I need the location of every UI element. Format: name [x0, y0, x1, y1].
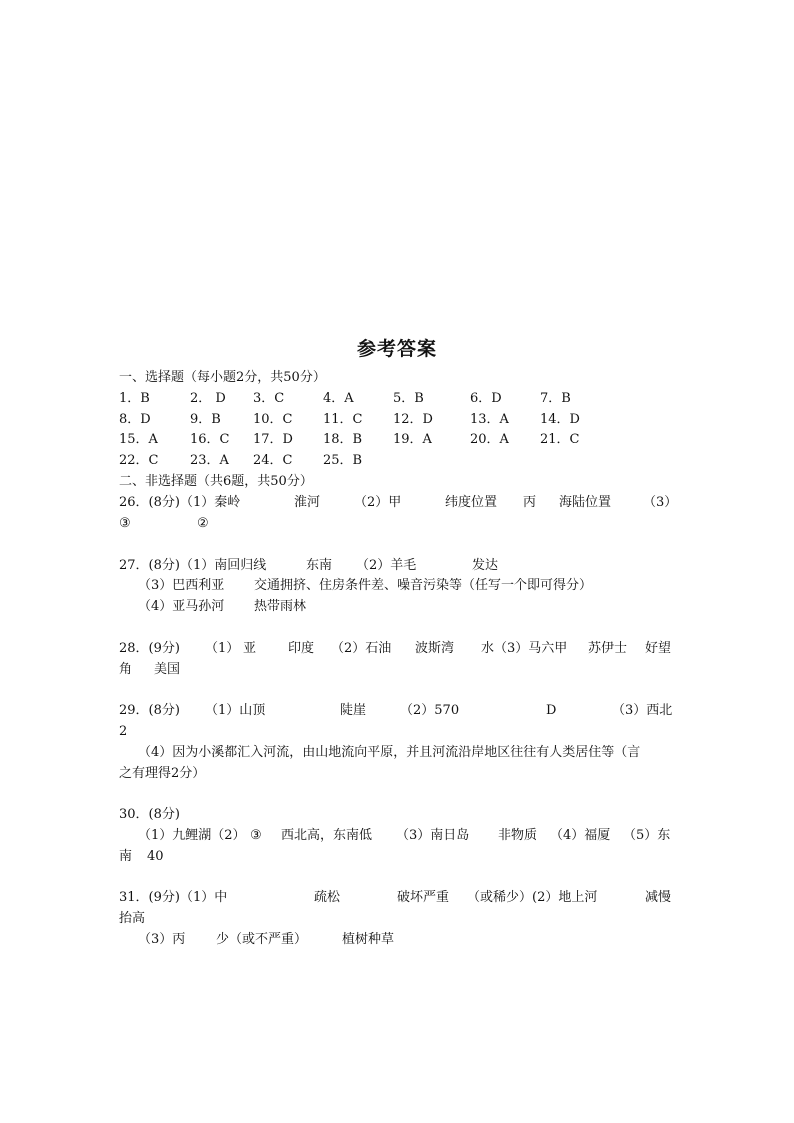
q29-head: 29．(8分): [119, 703, 180, 718]
q29-line-3: （4）因为小溪都汇入河流，由山地流向平原，并且河流沿岸地区往往有人类居住等（言: [138, 745, 641, 760]
q30-answer: （1）九鲤湖（2）: [138, 828, 246, 843]
mc-answer: 10．C: [253, 412, 293, 427]
q27-answer: 东南: [306, 558, 333, 573]
page-title: 参考答案: [356, 338, 437, 360]
q27-answer: 发达: [472, 558, 499, 573]
q31-line-2: 抬高: [119, 911, 146, 926]
q26-answer: ③: [119, 516, 131, 531]
mc-answer: 14．D: [540, 412, 580, 427]
q28-answer: （2）石油: [331, 641, 392, 656]
mc-answer: 24．C: [253, 453, 293, 468]
q26-answer: 海陆位置: [559, 495, 612, 510]
q30-answer: （3）南日岛: [396, 828, 470, 843]
q28-answer: （1）: [205, 641, 240, 656]
q26-answer: 丙: [523, 495, 537, 510]
q31-answer: 少（或不严重）: [216, 932, 308, 947]
q29-answer: （2）570: [400, 703, 460, 718]
section-heading-open-questions: 二、非选择题（共6题，共50分）: [119, 474, 313, 489]
mc-answer: 4．A: [323, 391, 354, 406]
q30-answer: 非物质: [498, 828, 538, 843]
mc-answer: 12．D: [393, 412, 433, 427]
mc-answer: 25．B: [323, 453, 363, 468]
q27-answer: （2）羊毛: [356, 558, 417, 573]
mc-answer: 19．A: [393, 432, 432, 447]
q26-answer: ②: [197, 516, 209, 531]
q30-answer: （5）东: [623, 828, 671, 843]
mc-answer: 18．B: [323, 432, 363, 447]
q28-answer: 美国: [154, 662, 181, 677]
mc-answer: 9．B: [190, 412, 221, 427]
q31-head: 31．(9分)（1）中: [119, 890, 228, 905]
q28-answer: 角: [119, 662, 133, 677]
q28-answer: 好望: [645, 641, 672, 656]
q26-answer: 纬度位置: [445, 495, 498, 510]
q28-answer: 亚: [243, 641, 257, 656]
section-heading-multiple-choice: 一、选择题（每小题2分，共50分）: [119, 370, 326, 385]
q30-line-1: 30．(8分): [119, 807, 180, 822]
mc-answer: 3．C: [253, 391, 285, 406]
q31-answer: 植树种草: [342, 932, 395, 947]
q29-answer: （3）西北: [612, 703, 673, 718]
q31-answer: 破坏严重: [397, 890, 450, 905]
q30-answer: ③: [250, 828, 262, 843]
q30-answer: 40: [147, 849, 164, 864]
mc-answer: 21．C: [540, 432, 580, 447]
mc-answer: 22．C: [119, 453, 159, 468]
q31-answer: （3）丙: [138, 932, 186, 947]
q29-answer: （1）山顶: [205, 703, 266, 718]
q29-line-2: 2: [119, 724, 128, 739]
q26-answer: （3）: [643, 495, 678, 510]
q27-head: 27．(8分)（1）南回归线: [119, 558, 267, 573]
mc-answer: 11．C: [323, 412, 363, 427]
q30-answer: 南: [119, 849, 133, 864]
q29-line-4: 之有理得2分）: [119, 766, 206, 781]
mc-answer: 2． D: [190, 391, 226, 406]
q28-answer: 印度: [288, 641, 315, 656]
q28-answer: 苏伊士: [588, 641, 628, 656]
q29-answer: 陡崖: [340, 703, 367, 718]
mc-answer: 15．A: [119, 432, 158, 447]
q27-answer: 热带雨林: [254, 599, 307, 614]
mc-answer: 23．A: [190, 453, 229, 468]
q31-answer: 疏松: [314, 890, 341, 905]
q31-answer: 减慢: [645, 890, 672, 905]
q26-answer: （2）甲: [354, 495, 402, 510]
mc-answer: 5．B: [393, 391, 424, 406]
q29-answer: D: [546, 703, 557, 718]
mc-answer: 13．A: [470, 412, 509, 427]
q31-answer: （或稀少）(2）地上河: [467, 890, 598, 905]
mc-answer: 6．D: [470, 391, 502, 406]
mc-answer: 16．C: [190, 432, 230, 447]
q30-answer: 西北高，东南低: [281, 828, 373, 843]
mc-answer: 20．A: [470, 432, 509, 447]
mc-answer: 17．D: [253, 432, 293, 447]
mc-answer: 1．B: [119, 391, 150, 406]
q28-head: 28．(9分): [119, 641, 180, 656]
q28-answer: 波斯湾: [415, 641, 455, 656]
q26-head: 26．(8分)（1）秦岭: [119, 495, 241, 510]
q28-answer: 水（3）马六甲: [481, 641, 568, 656]
q26-answer: 淮河: [294, 495, 321, 510]
q27-answer: （4）亚马孙河: [138, 599, 225, 614]
q30-answer: （4）福厦: [550, 828, 611, 843]
q27-answer: 交通拥挤、住房条件差、噪音污染等（任写一个即可得分）: [254, 578, 593, 593]
q27-answer: （3）巴西利亚: [138, 578, 225, 593]
mc-answer: 7．B: [540, 391, 571, 406]
mc-answer: 8．D: [119, 412, 151, 427]
